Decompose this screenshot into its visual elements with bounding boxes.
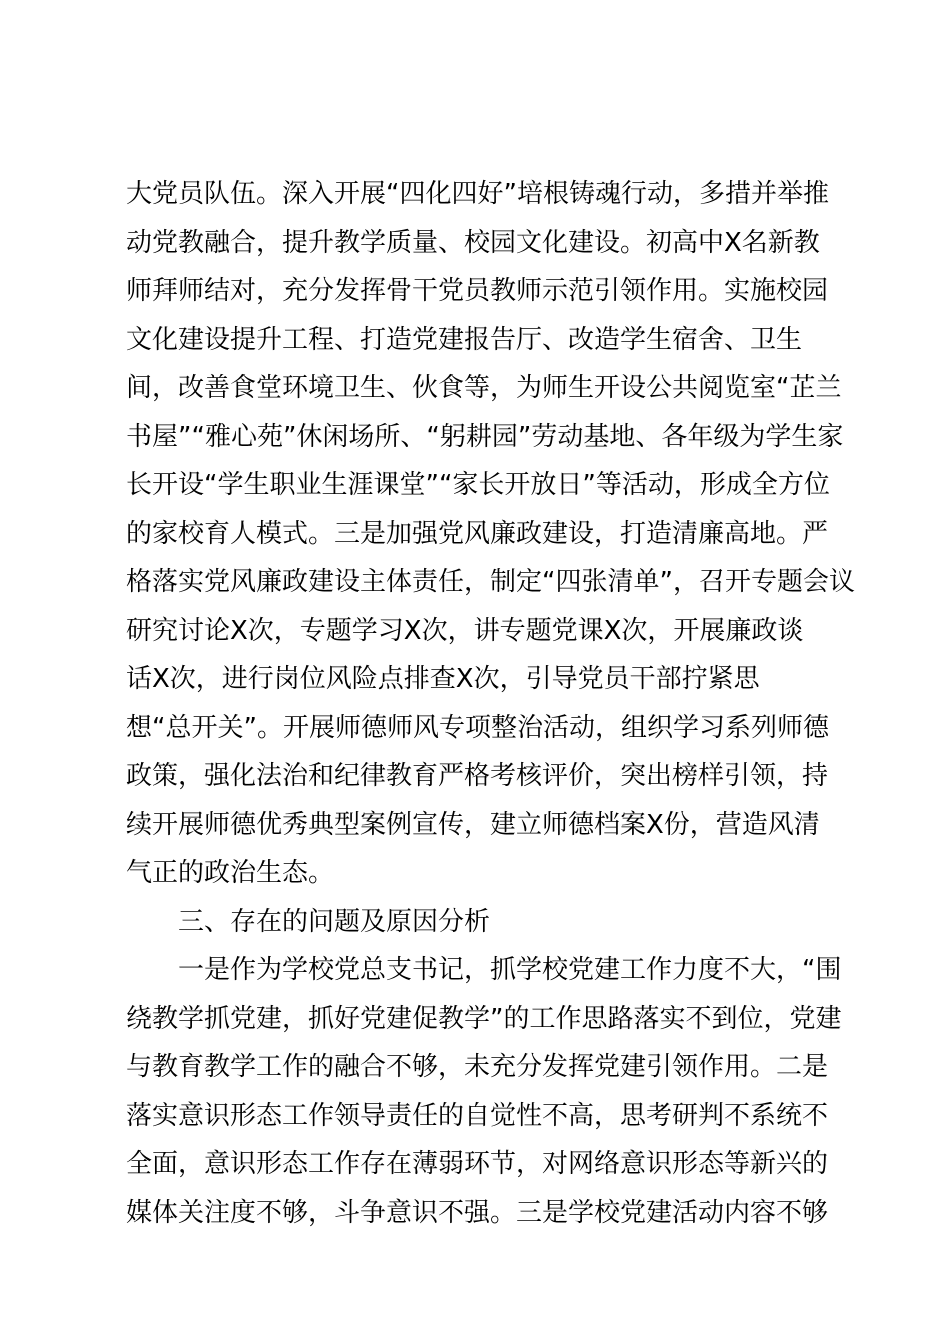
text-line: 的家校育人模式。三是加强党风廉政建设，打造清廉高地。严 [126, 518, 829, 549]
text-line: 绕教学抓党建，抓好党建促教学”的工作思路落实不到位，党建 [126, 1003, 842, 1034]
text-line: 政策，强化法治和纪律教育严格考核评价，突出榜样引领，持 [126, 761, 829, 791]
text-line: 间，改善食堂环境卫生、伙食等，为师生开设公共阅览室“芷兰 [126, 373, 842, 403]
text-line: 格落实党风廉政建设主体责任，制定“四张清单”，召开专题会议 [126, 567, 855, 597]
text-line: 研究讨论X次，专题学习X次，讲专题党课X次，开展廉政谈 [126, 615, 804, 646]
text-line: 文化建设提升工程、打造党建报告厅、改造学生宿舍、卫生 [126, 324, 803, 355]
text-line: 一是作为学校党总支书记，抓学校党建工作力度不大，“围 [178, 955, 842, 985]
text-line: 大党员队伍。深入开展“四化四好”培根铸魂行动，多措并举推 [126, 179, 829, 209]
text-line: 长开设“学生职业生涯课堂”“家长开放日”等活动，形成全方位 [126, 470, 830, 500]
text-line: 续开展师德优秀典型案例宣传，建立师德档案X份，营造风清 [126, 809, 820, 840]
text-line: 全面，意识形态工作存在薄弱环节，对网络意识形态等新兴的 [126, 1149, 829, 1179]
document-body [126, 170, 855, 1237]
text-line: 与教育教学工作的融合不够，未充分发挥党建引领作用。二是 [126, 1052, 829, 1082]
text-line: 想“总开关”。开展师德师风专项整治活动，组织学习系列师德 [126, 712, 829, 743]
text-line: 气正的政治生态。 [126, 858, 335, 888]
text-line: 话X次，进行岗位风险点排查X次，引导党员干部拧紧思 [126, 664, 760, 694]
text-line: 书屋”“雅心苑”休闲场所、“躬耕园”劳动基地、各年级为学生家 [126, 421, 844, 452]
text-line: 动党教融合，提升教学质量、校园文化建设。初高中X名新教 [126, 227, 820, 258]
text-line: 师拜师结对，充分发挥骨干党员教师示范引领作用。实施校园 [126, 276, 829, 306]
section-heading: 三、存在的问题及原因分析 [178, 906, 491, 937]
text-line: 媒体关注度不够，斗争意识不强。三是学校党建活动内容不够 [126, 1197, 829, 1228]
text-line: 落实意识形态工作领导责任的自觉性不高，思考研判不系统不 [126, 1100, 829, 1131]
